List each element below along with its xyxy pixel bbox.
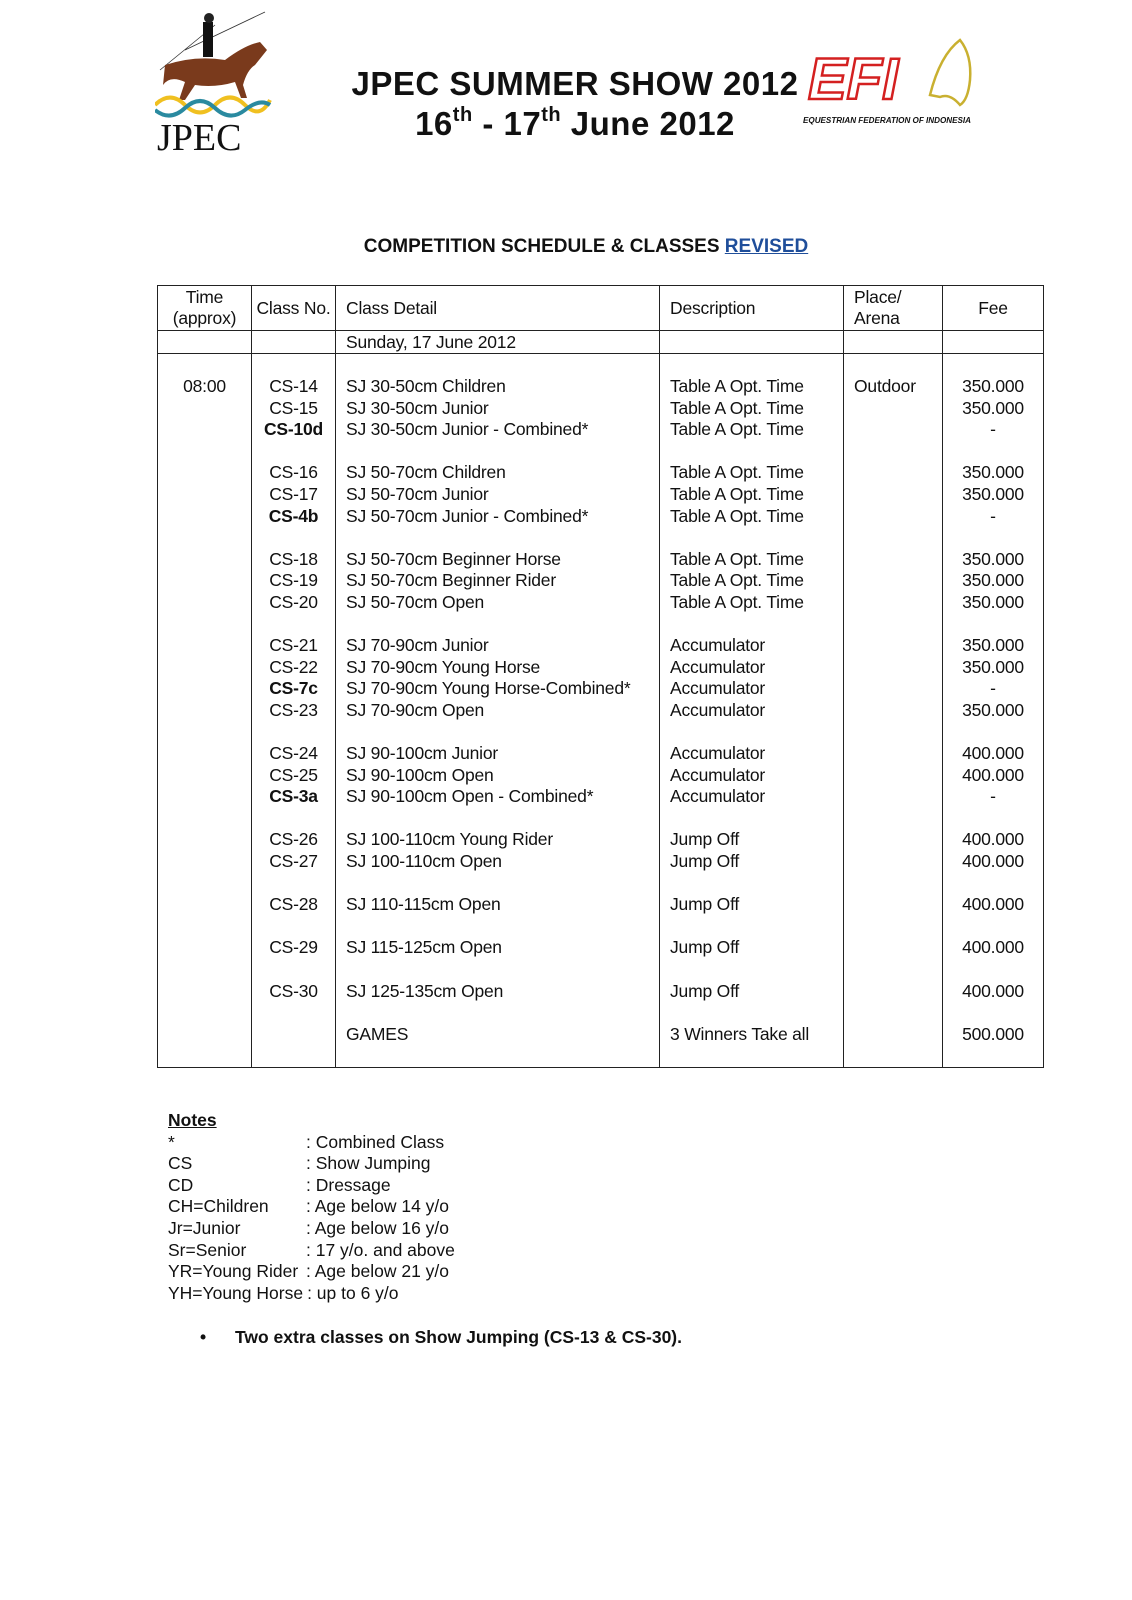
class-detail: SJ 90-100cm Junior bbox=[346, 743, 499, 764]
group-spacer bbox=[252, 959, 335, 981]
fee-column bbox=[943, 354, 1044, 1068]
class-detail: SJ 70-90cm Young Horse-Combined* bbox=[346, 678, 631, 699]
date-month-year: June 2012 bbox=[561, 105, 735, 142]
header-class-detail: Class Detail bbox=[336, 286, 660, 331]
class-fee: 400.000 bbox=[962, 851, 1024, 872]
class-no: CS-10d bbox=[263, 419, 324, 440]
note-key: * bbox=[168, 1131, 175, 1152]
class-detail: SJ 90-100cm Open bbox=[346, 764, 494, 785]
header-class-no: Class No. bbox=[252, 286, 336, 331]
note-item bbox=[168, 1218, 455, 1240]
class-no: CS-15 bbox=[269, 397, 318, 418]
class-detail: SJ 100-110cm Open bbox=[346, 851, 502, 872]
note-value: : Combined Class bbox=[306, 1131, 445, 1152]
class-detail: SJ 50-70cm Junior - Combined* bbox=[346, 505, 589, 526]
class-fee: 350.000 bbox=[962, 591, 1024, 612]
note-value: : Dressage bbox=[306, 1174, 391, 1195]
class-description: Accumulator bbox=[670, 678, 766, 699]
note-key: YR=Young Rider bbox=[168, 1261, 299, 1282]
class-fee: - bbox=[990, 505, 996, 526]
class-fee: 400.000 bbox=[962, 894, 1024, 915]
note-item bbox=[168, 1153, 455, 1175]
class-description: Jump Off bbox=[670, 937, 740, 958]
class-no: CS-23 bbox=[269, 699, 318, 720]
revised-link[interactable]: REVISED bbox=[724, 236, 809, 257]
group-spacer bbox=[670, 527, 843, 549]
note-value: : Age below 21 y/o bbox=[306, 1261, 450, 1282]
bullet-text: Two extra classes on Show Jumping (CS-13 & CS-30). bbox=[235, 1327, 683, 1347]
note-key: Jr=Junior bbox=[168, 1217, 241, 1238]
class-detail: SJ 90-100cm Open - Combined* bbox=[346, 786, 594, 807]
time-column bbox=[158, 354, 252, 1068]
group-spacer bbox=[346, 614, 659, 636]
group-spacer bbox=[252, 916, 335, 938]
class-detail: SJ 30-50cm Junior - Combined* bbox=[346, 419, 589, 440]
class-description: Jump Off bbox=[670, 829, 740, 850]
group-spacer bbox=[943, 873, 1043, 895]
class-detail-column bbox=[336, 354, 660, 1068]
note-value: : 17 y/o. and above bbox=[306, 1239, 455, 1260]
class-fee: - bbox=[990, 678, 996, 699]
description-column bbox=[660, 354, 844, 1068]
note-value: : Show Jumping bbox=[306, 1153, 431, 1174]
class-detail: SJ 30-50cm Children bbox=[346, 376, 506, 396]
group-spacer bbox=[252, 614, 335, 636]
schedule-table bbox=[157, 285, 1044, 1068]
class-no bbox=[252, 1024, 335, 1046]
show-dates bbox=[340, 104, 810, 144]
class-no: CS-30 bbox=[269, 980, 318, 1001]
class-description: Table A Opt. Time bbox=[670, 419, 804, 440]
class-fee: 350.000 bbox=[962, 397, 1024, 418]
group-spacer bbox=[346, 873, 659, 895]
class-no: CS-14 bbox=[269, 376, 318, 396]
heading-text: COMPETITION SCHEDULE & CLASSES bbox=[363, 236, 725, 257]
schedule-heading bbox=[0, 236, 1132, 258]
group-spacer bbox=[943, 1002, 1043, 1024]
class-description: Jump Off bbox=[670, 851, 740, 872]
class-fee: 400.000 bbox=[962, 829, 1024, 850]
date-cell: Sunday, 17 June 2012 bbox=[336, 331, 660, 354]
empty-cell bbox=[943, 331, 1044, 354]
note-value: : Age below 14 y/o bbox=[306, 1196, 450, 1217]
group-spacer bbox=[346, 916, 659, 938]
header-description: Description bbox=[660, 286, 844, 331]
note-item bbox=[168, 1196, 455, 1218]
group-spacer bbox=[252, 722, 335, 744]
note-key: Sr=Senior bbox=[168, 1239, 247, 1260]
class-no-column bbox=[252, 354, 336, 1068]
group-spacer bbox=[346, 722, 659, 744]
schedule-body-row bbox=[158, 354, 1044, 1068]
header-place: Place/ Arena bbox=[844, 286, 943, 331]
group-spacer bbox=[670, 808, 843, 830]
class-detail: SJ 125-135cm Open bbox=[346, 980, 504, 1001]
group-spacer bbox=[670, 873, 843, 895]
group-spacer bbox=[346, 441, 659, 463]
class-description: Accumulator bbox=[670, 743, 766, 764]
svg-text:JPEC: JPEC bbox=[157, 117, 242, 155]
class-no: CS-22 bbox=[269, 656, 318, 677]
class-detail: SJ 70-90cm Young Horse bbox=[346, 656, 541, 677]
class-no: CS-28 bbox=[269, 894, 318, 915]
group-spacer bbox=[252, 1002, 335, 1024]
group-spacer bbox=[252, 808, 335, 830]
class-description: Accumulator bbox=[670, 635, 766, 656]
note-item bbox=[168, 1283, 455, 1305]
note-value: : up to 6 y/o bbox=[307, 1282, 399, 1303]
class-detail: SJ 70-90cm Junior bbox=[346, 635, 489, 656]
class-description: Accumulator bbox=[670, 699, 766, 720]
class-no: CS-19 bbox=[269, 570, 318, 591]
date-suffix: th bbox=[452, 104, 473, 126]
group-spacer bbox=[670, 441, 843, 463]
class-fee: 350.000 bbox=[962, 483, 1024, 504]
class-fee: 350.000 bbox=[962, 548, 1024, 569]
page-title bbox=[340, 64, 810, 144]
class-fee: 350.000 bbox=[962, 570, 1024, 591]
note-key: CD bbox=[168, 1174, 194, 1195]
group-spacer bbox=[670, 959, 843, 981]
note-item bbox=[168, 1261, 455, 1283]
class-description: Accumulator bbox=[670, 786, 766, 807]
group-spacer bbox=[943, 959, 1043, 981]
class-detail: SJ 50-70cm Junior bbox=[346, 483, 489, 504]
notes-heading: Notes bbox=[168, 1110, 217, 1130]
note-key: CH=Children bbox=[168, 1196, 269, 1217]
header-fee: Fee bbox=[943, 286, 1044, 331]
class-fee: 350.000 bbox=[962, 699, 1024, 720]
svg-text:EQUESTRIAN FEDERATION OF INDON: EQUESTRIAN FEDERATION OF INDONESIA bbox=[803, 116, 972, 125]
group-spacer bbox=[346, 1002, 659, 1024]
class-detail: SJ 110-115cm Open bbox=[346, 894, 501, 915]
class-detail: SJ 30-50cm Junior bbox=[346, 397, 489, 418]
class-fee: 500.000 bbox=[962, 1023, 1024, 1044]
header-time: Time (approx) bbox=[158, 286, 252, 331]
class-description: Table A Opt. Time bbox=[670, 570, 804, 591]
empty-cell bbox=[158, 331, 252, 354]
class-detail: GAMES bbox=[346, 1023, 409, 1044]
group-spacer bbox=[943, 614, 1043, 636]
class-no: CS-24 bbox=[269, 743, 318, 764]
group-spacer bbox=[252, 527, 335, 549]
class-no: CS-29 bbox=[269, 937, 318, 958]
table-header-row bbox=[158, 286, 1044, 331]
bullet-note bbox=[200, 1327, 682, 1348]
place-column bbox=[844, 354, 943, 1068]
bullet-icon: • bbox=[200, 1327, 207, 1347]
class-no: CS-4b bbox=[268, 505, 319, 526]
empty-cell bbox=[660, 331, 844, 354]
class-description: Table A Opt. Time bbox=[670, 376, 804, 396]
class-no: CS-7c bbox=[269, 678, 318, 699]
class-no: CS-26 bbox=[269, 829, 318, 850]
class-no: CS-18 bbox=[269, 548, 318, 569]
class-detail: SJ 70-90cm Open bbox=[346, 699, 485, 720]
empty-cell bbox=[252, 331, 336, 354]
date-separator: - bbox=[472, 105, 504, 142]
group-spacer bbox=[943, 441, 1043, 463]
class-fee: - bbox=[990, 786, 996, 807]
group-spacer bbox=[346, 959, 659, 981]
class-description: Jump Off bbox=[670, 980, 740, 1001]
efi-logo bbox=[800, 35, 975, 135]
class-fee: 350.000 bbox=[962, 635, 1024, 656]
note-key: YH=Young Horse bbox=[168, 1282, 304, 1303]
class-description: Table A Opt. Time bbox=[670, 591, 804, 612]
class-detail: SJ 50-70cm Beginner Horse bbox=[346, 548, 561, 569]
class-no: CS-21 bbox=[269, 635, 318, 656]
class-fee: 350.000 bbox=[962, 656, 1024, 677]
class-no: CS-16 bbox=[269, 462, 318, 483]
group-spacer bbox=[670, 722, 843, 744]
group-spacer bbox=[252, 873, 335, 895]
note-item bbox=[168, 1175, 455, 1197]
date-day: 17 bbox=[503, 105, 542, 142]
class-no: CS-27 bbox=[269, 851, 318, 872]
group-spacer bbox=[943, 808, 1043, 830]
class-description: 3 Winners Take all bbox=[670, 1023, 810, 1044]
group-spacer bbox=[943, 916, 1043, 938]
class-description: Table A Opt. Time bbox=[670, 548, 804, 569]
class-fee: 400.000 bbox=[962, 937, 1024, 958]
group-spacer bbox=[943, 527, 1043, 549]
group-spacer bbox=[943, 722, 1043, 744]
note-key: CS bbox=[168, 1153, 193, 1174]
class-description: Accumulator bbox=[670, 764, 766, 785]
group-spacer bbox=[670, 614, 843, 636]
date-day: 16 bbox=[415, 105, 453, 142]
class-fee: 350.000 bbox=[962, 462, 1024, 483]
class-detail: SJ 115-125cm Open bbox=[346, 937, 502, 958]
class-fee: 350.000 bbox=[962, 376, 1024, 396]
note-item bbox=[168, 1132, 455, 1154]
empty-cell bbox=[844, 331, 943, 354]
date-row bbox=[158, 331, 1044, 354]
class-fee: 400.000 bbox=[962, 764, 1024, 785]
jpec-logo bbox=[155, 10, 275, 155]
note-value: : Age below 16 y/o bbox=[306, 1217, 450, 1238]
class-description: Table A Opt. Time bbox=[670, 483, 804, 504]
class-fee: - bbox=[990, 419, 996, 440]
notes-section bbox=[168, 1110, 455, 1304]
class-description: Accumulator bbox=[670, 656, 766, 677]
class-no: CS-25 bbox=[269, 764, 318, 785]
class-description: Table A Opt. Time bbox=[670, 397, 804, 418]
class-fee: 400.000 bbox=[962, 980, 1024, 1001]
class-detail: SJ 50-70cm Children bbox=[346, 462, 506, 483]
svg-text:EFI: EFI bbox=[808, 47, 899, 112]
group-spacer bbox=[252, 441, 335, 463]
title-line: JPEC SUMMER SHOW 2012 bbox=[351, 65, 799, 102]
group-spacer bbox=[346, 527, 659, 549]
class-no: CS-20 bbox=[269, 591, 318, 612]
class-detail: SJ 100-110cm Young Rider bbox=[346, 829, 553, 850]
class-no: CS-17 bbox=[269, 483, 318, 504]
note-item bbox=[168, 1240, 455, 1262]
class-detail: SJ 50-70cm Beginner Rider bbox=[346, 570, 556, 591]
start-time: 08:00 bbox=[183, 376, 226, 396]
class-description: Table A Opt. Time bbox=[670, 505, 804, 526]
group-spacer bbox=[346, 808, 659, 830]
date-suffix: th bbox=[541, 104, 562, 126]
place-value: Outdoor bbox=[854, 376, 916, 396]
class-detail: SJ 50-70cm Open bbox=[346, 591, 485, 612]
class-no: CS-3a bbox=[269, 786, 318, 807]
group-spacer bbox=[670, 916, 843, 938]
class-fee: 400.000 bbox=[962, 743, 1024, 764]
group-spacer bbox=[670, 1002, 843, 1024]
class-description: Table A Opt. Time bbox=[670, 462, 804, 483]
class-description: Jump Off bbox=[670, 894, 740, 915]
